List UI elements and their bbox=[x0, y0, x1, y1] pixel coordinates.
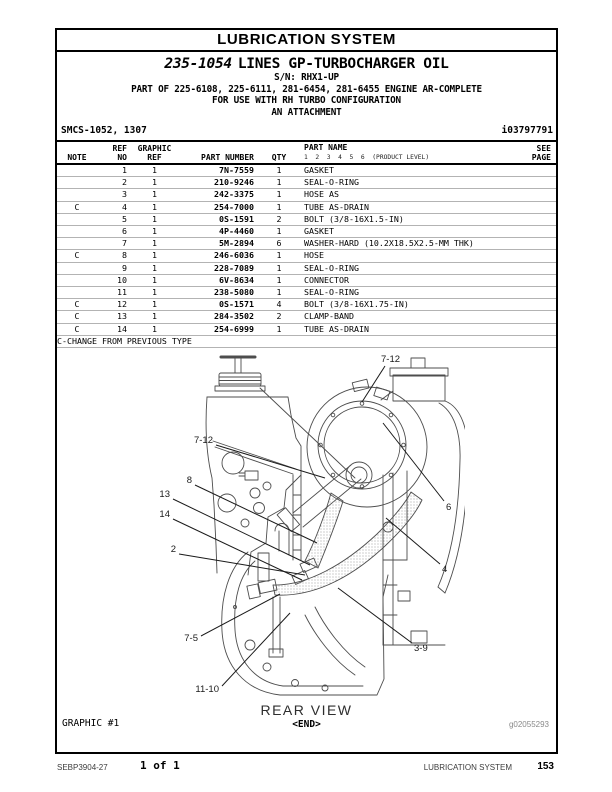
cell-qty: 1 bbox=[254, 177, 304, 189]
callout-label: 11-10 bbox=[195, 684, 219, 695]
cell-graphic-ref: 1 bbox=[127, 189, 182, 201]
cell-note bbox=[57, 274, 97, 286]
cell-note bbox=[57, 238, 97, 250]
cell-part-number: 0S-1591 bbox=[182, 213, 254, 225]
cell-part-name: TUBE AS-DRAIN bbox=[304, 201, 517, 213]
col-part-name: PART NAME 1 2 3 4 5 6 (PRODUCT LEVEL) bbox=[304, 141, 517, 164]
parts-table-body bbox=[57, 164, 556, 335]
callout-label: 6 bbox=[446, 502, 452, 513]
page-footer bbox=[55, 759, 558, 775]
callout-label: 7-12 bbox=[193, 435, 213, 446]
cell-part-number: 254-6999 bbox=[182, 323, 254, 335]
cell-graphic-ref: 1 bbox=[127, 299, 182, 311]
cell-part-number: 242-3375 bbox=[182, 189, 254, 201]
col-ref-no: REF NO bbox=[97, 141, 127, 164]
leader-line bbox=[170, 499, 310, 565]
cell-graphic-ref: 1 bbox=[127, 201, 182, 213]
cell-ref-no: 7 bbox=[97, 238, 127, 250]
cell-qty: 2 bbox=[254, 311, 304, 323]
product-level-scale: 1 2 3 4 5 6 (PRODUCT LEVEL) bbox=[304, 154, 430, 161]
engine-block bbox=[206, 388, 355, 575]
leader-line bbox=[386, 518, 440, 564]
cell-graphic-ref: 1 bbox=[127, 238, 182, 250]
cell-part-number: 0S-1571 bbox=[182, 299, 254, 311]
table-row bbox=[57, 177, 556, 189]
cell-part-number: 210-9246 bbox=[182, 177, 254, 189]
callout-label: 7-12 bbox=[381, 354, 401, 365]
footer-page-count: 1 of 1 bbox=[140, 759, 180, 772]
cell-part-name: CLAMP-BAND bbox=[304, 311, 517, 323]
cell-part-name: BOLT (3/8-16X1.75-IN) bbox=[304, 299, 517, 311]
cell-note bbox=[57, 287, 97, 299]
part-group-name: LINES GP-TURBOCHARGER OIL bbox=[237, 56, 449, 72]
cell-part-name: GASKET bbox=[304, 164, 517, 177]
cell-qty: 1 bbox=[254, 262, 304, 274]
cell-see-page bbox=[517, 164, 556, 177]
cell-part-number: 238-5080 bbox=[182, 287, 254, 299]
cell-see-page bbox=[517, 250, 556, 262]
cell-see-page bbox=[517, 238, 556, 250]
table-row bbox=[57, 299, 556, 311]
content-border bbox=[55, 28, 558, 754]
table-row bbox=[57, 238, 556, 250]
doc-id: i03797791 bbox=[501, 125, 553, 136]
cell-part-name: WASHER-HARD (10.2X18.5X2.5-MM THK) bbox=[304, 238, 517, 250]
part-of-line: PART OF 225-6108, 225-6111, 281-6454, 281-6455 ENGINE AR-COMPLETE bbox=[131, 83, 482, 95]
callout-label: 13 bbox=[159, 489, 170, 500]
cell-graphic-ref: 1 bbox=[127, 250, 182, 262]
leader-line bbox=[201, 594, 280, 636]
table-row bbox=[57, 274, 556, 286]
cell-qty: 4 bbox=[254, 299, 304, 311]
cell-see-page bbox=[517, 213, 556, 225]
cell-note bbox=[57, 213, 97, 225]
leader-line bbox=[338, 588, 412, 643]
cell-note bbox=[57, 262, 97, 274]
cell-note bbox=[57, 177, 97, 189]
cell-ref-no: 3 bbox=[97, 189, 127, 201]
cell-see-page bbox=[517, 311, 556, 323]
cell-see-page bbox=[517, 287, 556, 299]
cell-graphic-ref: 1 bbox=[127, 226, 182, 238]
title-block bbox=[57, 56, 556, 118]
col-note: NOTE bbox=[57, 141, 97, 164]
cell-qty: 1 bbox=[254, 287, 304, 299]
oil-filler-cap bbox=[215, 357, 265, 391]
cell-see-page bbox=[517, 201, 556, 213]
cell-note bbox=[57, 226, 97, 238]
cell-qty: 1 bbox=[254, 201, 304, 213]
cell-ref-no: 14 bbox=[97, 323, 127, 335]
smcs-code: SMCS-1052, 1307 bbox=[61, 125, 147, 136]
cell-qty: 1 bbox=[254, 164, 304, 177]
callout-label: 14 bbox=[159, 509, 170, 520]
cell-graphic-ref: 1 bbox=[127, 177, 182, 189]
graphic-id: g02055293 bbox=[508, 720, 549, 729]
cell-qty: 2 bbox=[254, 213, 304, 225]
cell-note bbox=[57, 189, 97, 201]
turbo-oil-hose bbox=[273, 492, 422, 595]
table-row bbox=[57, 323, 556, 335]
cell-qty: 1 bbox=[254, 189, 304, 201]
cell-qty: 1 bbox=[254, 323, 304, 335]
table-row bbox=[57, 262, 556, 274]
cell-part-number: 284-3502 bbox=[182, 311, 254, 323]
cell-part-number: 254-7000 bbox=[182, 201, 254, 213]
cell-see-page bbox=[517, 226, 556, 238]
page-title bbox=[57, 56, 556, 72]
serial-number-line: S/N: RHX1-UP bbox=[274, 72, 339, 83]
col-qty: QTY bbox=[254, 141, 304, 164]
footer-page-number: 153 bbox=[537, 761, 554, 772]
callout-label: 7-5 bbox=[184, 633, 198, 644]
table-row bbox=[57, 311, 556, 323]
leader-line bbox=[362, 366, 385, 402]
table-row bbox=[57, 250, 556, 262]
cell-part-number: 4P-4460 bbox=[182, 226, 254, 238]
cell-qty: 1 bbox=[254, 274, 304, 286]
footer-section: LUBRICATION SYSTEM bbox=[423, 763, 512, 772]
cell-ref-no: 5 bbox=[97, 213, 127, 225]
table-row bbox=[57, 213, 556, 225]
cell-see-page bbox=[517, 323, 556, 335]
cell-ref-no: 13 bbox=[97, 311, 127, 323]
table-row bbox=[57, 201, 556, 213]
cell-note: C bbox=[57, 311, 97, 323]
cell-note: C bbox=[57, 201, 97, 213]
cell-ref-no: 9 bbox=[97, 262, 127, 274]
cell-ref-no: 11 bbox=[97, 287, 127, 299]
smcs-row bbox=[57, 125, 556, 137]
footer-doc-code: SEBP3904-27 bbox=[57, 763, 108, 772]
cell-part-number: 246-6036 bbox=[182, 250, 254, 262]
cell-part-name: GASKET bbox=[304, 226, 517, 238]
turbocharger bbox=[307, 379, 427, 507]
part-group-number: 235-1054 bbox=[164, 56, 232, 72]
col-see-page: SEE PAGE bbox=[517, 141, 556, 164]
cell-part-number: 5M-2894 bbox=[182, 238, 254, 250]
cell-ref-no: 2 bbox=[97, 177, 127, 189]
engine-rear-view-diagram bbox=[155, 345, 465, 700]
table-row bbox=[57, 164, 556, 177]
cell-graphic-ref: 1 bbox=[127, 274, 182, 286]
leader-line bbox=[195, 485, 317, 543]
oil-pan bbox=[222, 552, 388, 695]
cell-qty: 6 bbox=[254, 238, 304, 250]
cell-part-name: SEAL-O-RING bbox=[304, 287, 517, 299]
cell-graphic-ref: 1 bbox=[127, 213, 182, 225]
cell-see-page bbox=[517, 177, 556, 189]
col-part-number: PART NUMBER bbox=[182, 141, 254, 164]
cell-part-name: BOLT (3/8-16X1.5-IN) bbox=[304, 213, 517, 225]
diagram-svg bbox=[155, 345, 465, 700]
usage-line: FOR USE WITH RH TURBO CONFIGURATION bbox=[212, 95, 401, 106]
cell-part-name: HOSE AS bbox=[304, 189, 517, 201]
parts-table-header bbox=[57, 141, 556, 164]
cell-part-number: 228-7089 bbox=[182, 262, 254, 274]
cell-part-name: TUBE AS-DRAIN bbox=[304, 323, 517, 335]
cell-ref-no: 12 bbox=[97, 299, 127, 311]
cell-ref-no: 8 bbox=[97, 250, 127, 262]
cell-graphic-ref: 1 bbox=[127, 164, 182, 177]
cell-note: C bbox=[57, 323, 97, 335]
cell-see-page bbox=[517, 262, 556, 274]
cell-graphic-ref: 1 bbox=[127, 323, 182, 335]
cell-see-page bbox=[517, 299, 556, 311]
callout-label: 4 bbox=[442, 564, 448, 575]
cell-part-number: 7N-7559 bbox=[182, 164, 254, 177]
cell-ref-no: 4 bbox=[97, 201, 127, 213]
end-marker: <END> bbox=[292, 719, 321, 730]
cell-note: C bbox=[57, 250, 97, 262]
cell-part-number: 6V-8634 bbox=[182, 274, 254, 286]
cell-graphic-ref: 1 bbox=[127, 262, 182, 274]
cell-qty: 1 bbox=[254, 226, 304, 238]
drain-hose-upper bbox=[305, 493, 343, 568]
table-row bbox=[57, 287, 556, 299]
change-footnote: C-CHANGE FROM PREVIOUS TYPE bbox=[57, 335, 556, 347]
view-caption: REAR VIEW bbox=[260, 702, 353, 718]
cell-part-name: HOSE bbox=[304, 250, 517, 262]
leader-line bbox=[383, 423, 444, 501]
callout-label: 2 bbox=[170, 544, 176, 555]
parts-table bbox=[57, 140, 556, 348]
table-row bbox=[57, 226, 556, 238]
cell-graphic-ref: 1 bbox=[127, 287, 182, 299]
cell-note bbox=[57, 164, 97, 177]
cell-graphic-ref: 1 bbox=[127, 311, 182, 323]
col-graphic-ref: GRAPHIC REF bbox=[127, 141, 182, 164]
callout-label: 8 bbox=[186, 475, 192, 486]
section-header: LUBRICATION SYSTEM bbox=[57, 30, 556, 52]
attachment-line: AN ATTACHMENT bbox=[271, 106, 342, 118]
cell-part-name: SEAL-O-RING bbox=[304, 262, 517, 274]
cell-ref-no: 10 bbox=[97, 274, 127, 286]
cell-qty: 1 bbox=[254, 250, 304, 262]
table-row bbox=[57, 189, 556, 201]
cell-ref-no: 6 bbox=[97, 226, 127, 238]
cell-part-name: SEAL-O-RING bbox=[304, 177, 517, 189]
callout-label: 3-9 bbox=[414, 643, 428, 654]
cell-ref-no: 1 bbox=[97, 164, 127, 177]
cell-see-page bbox=[517, 189, 556, 201]
cell-see-page bbox=[517, 274, 556, 286]
cell-note: C bbox=[57, 299, 97, 311]
graphic-label: GRAPHIC #1 bbox=[62, 718, 120, 729]
cell-part-name: CONNECTOR bbox=[304, 274, 517, 286]
